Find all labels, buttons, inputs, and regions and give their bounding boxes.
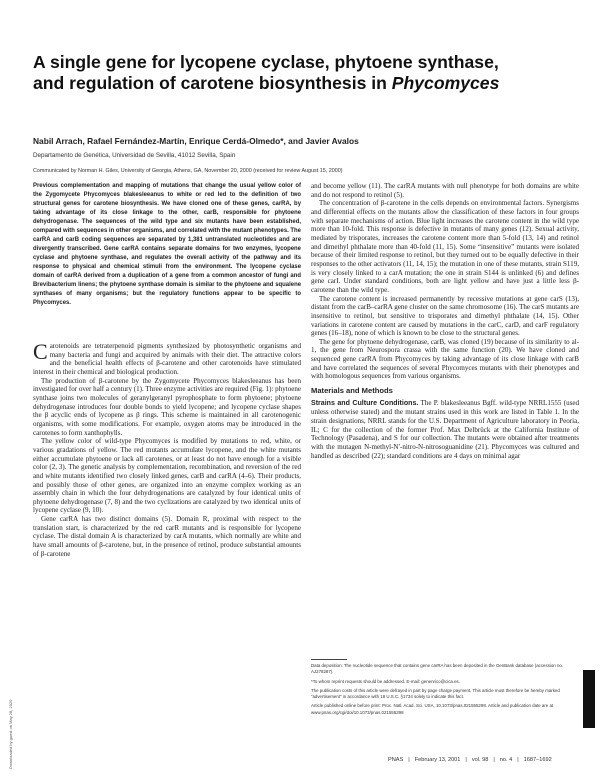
article-title (33, 52, 533, 94)
footnotes (311, 663, 573, 719)
body-paragraph: The yellow color of wild-type Phycomyces is modified by mutations to red, white, or various gradations of yellow. The red mutants accumulate lycopene, and the white mutants either accumulate phytoene or lack all carotenes, or at least do not have enough for a visible color (2, 3). The genetic analysis by complementation, recombination, and reversion of the red and white mutants identified two closely linked genes, carB and carRA (4–6). Their products, and possibly those of other genes, are organized into an enzyme complex working as an assembly chain in which the four dehydrogenations are catalyzed by four identical units of phytoene dehydrogenase (7, 8) and the two cyclizations are catalyzed by two identical units of lycopene cyclase (9, 10). (33, 437, 301, 515)
section-tab (583, 670, 595, 728)
section-tab-label: GENETICS (601, 681, 607, 715)
affiliation: Departamento de Genética, Universidad de Sevilla, 41012 Sevilla, Spain (33, 152, 236, 159)
run-in-heading: Strains and Culture Conditions. (311, 399, 419, 407)
body-paragraph: Gene carRA has two distinct domains (5). Domain R, proximal with respect to the translation start, is characterized by the red carR mutants and is responsible for lycopene cyclase. The distal domain A is characterized by carA mutants, which normally are white and have small amounts of β-carotene, but, in the presence of retinol, produce substantial amounts of β-carotene (33, 515, 301, 558)
footnote-publication-costs: The publication costs of this article were defrayed in part by page charge payment. This article must therefore be hereby marked “advertisement” in accordance with 18 U.S.C. §1734 solely to indicate this fact. (311, 687, 560, 700)
footer-volume: vol. 98 (471, 757, 489, 763)
abstract: Previous complementation and mapping of mutations that change the usual yellow color of the Zygomycete Phycomyces blakesleeanus to white or red led to the definition of two structural genes for carotene biosynthesis. We have cloned one of these genes, carRA, by taking advantage of its close linkage to the other, carB, responsible for phytoene dehydrogenase. The sequences of the wild type and six mutants have been established, compared with sequences in other organisms, and correlated with the mutant phenotypes. The carRA and carB coding sequences are separated by 1,381 untranslated nucleotides and are divergently transcribed. Gene carRA contains separate domains for two enzymes, lycopene cyclase and phytoene synthase, and regulates the overall activity of the pathway and its response to physical and chemical stimuli from the environment. The lycopene cyclase domain of carRA derived from a duplication of a gene from a common ancestor of fungi and Brevibacterium linens; the phytoene synthase domain is similar to the phytoene and squalene synthases of many organisms; but the regulatory functions appear to be specific to Phycomyces. (33, 183, 301, 306)
footer-pages: 1687–1692 (523, 757, 552, 763)
footer-date: February 13, 2001 (414, 757, 461, 763)
footer-issue: no. 4 (499, 757, 513, 763)
article-title-organism: Phycomyces (391, 73, 500, 93)
author-list: Nabil Arrach, Rafael Fernández-Martín, Enrique Cerdá-Olmedo*, and Javier Avalos (33, 136, 359, 146)
intro-paragraph: Carotenoids are tetraterpenoid pigments synthesized by photosynthetic organisms and many bacteria and fungi and acquired by animals with their diet. The attractive colors and the beneficial health effects of β-carotene and other carotenoids have stimulated interest in their chemical and biological production. (33, 339, 301, 376)
body-column-right (311, 182, 579, 460)
section-heading: Materials and Methods (311, 386, 393, 396)
drop-cap: C (33, 339, 48, 364)
body-paragraph: The carotene content is increased permanently by recessive mutations at gene carS (13), distant from the carB–carRA gene cluster on the same chromosome (16). The carS mutants are insensitive to retinol, but sensitive to trisporates and dimethyl phthalate (14, 15). Other variations in carotene content are caused by mutations in the carC, carD, and carF regulatory genes (16–18), none of which is known to be close to the structural genes. (311, 294, 579, 338)
footnote-data-deposition: Data deposition: The nucleotide sequence that contains gene carRA has been deposited in the GenBank database (accession no. AJ278287). (311, 663, 564, 675)
download-watermark: Downloaded by guest on May 28, 2020 (8, 699, 13, 769)
body-column-left (33, 339, 301, 558)
methods-paragraph: Strains and Culture Conditions. The P. blakesleeanus Bgff. wild-type NRRL1555 (used unless otherwise stated) and the mutant strains used in this work are listed in Table 1. In the strain designations, NRRL stands for the U.S. Department of Agriculture laboratory in Peoria, IL; C for the collection of the former Prof. Max Delbrück at the California Institute of Technology (Pasadena), and S for our collection. The mutants were obtained after treatments with the mutagen N-methyl-N′-nitro-N-nitrosoguanidine (21). Phycomyces was cultured and handled as described (22); standard conditions are 4 days on minimal agar (311, 398, 579, 460)
body-paragraph: The production of β-carotene by the Zygomycete Phycomyces blakesleeanus has been investigated for over half a century (1). Three enzyme activities are required (Fig. 1): phytoene synthase joins two molecules of geranylgeranyl pyrophosphate to form phytoene; phytoene dehydrogenase introduces four double bonds to yield lycopene; and lycopene cyclase shapes the β acyclic ends of lycopene as β rings. This scheme is maintained in all carotenogenic organisms, with some modifications. For example, oxygen atoms may be introduced in the carotenes to form xanthophylls. (33, 376, 301, 437)
footer-journal: PNAS (388, 757, 404, 763)
page-footer: PNAS | February 13, 2001 | vol. 98 | no. 4 | 1687–1692 (388, 757, 552, 763)
article-title-main: A single gene for lycopene cyclase, phytoene synthase, and regulation of carotene biosynthesis in (33, 52, 499, 93)
body-paragraph: The concentration of β-carotene in the cells depends on environmental factors. Synergisms and differential effects on the mutants allow the classification of these factors in four groups with separate mechanisms of action. Blue light increases the carotene content in the wild type more than 10-fold. This response is defective in mutants of many genes (12). Sexual activity, mediated by trisporates, increases the carotene content more than 5-fold (13, 14) and retinol and dimethyl phthalate more than 40-fold (11, 15). Some “insensitive” mutants were isolated because of their limited response to retinol, but they turned out to be equally defective in their responses to the other activators (11, 14, 15); the mutation in one of these mutants, strain S119, is very closely linked to a carA mutation; the one in strain S144 is unlinked (6) and defines gene carI. Under standard conditions, both are light yellow and have just a little less β-carotene than the wild type. (311, 199, 579, 294)
footnote-online-publication: Article published online before print: Proc. Natl. Acad. Sci. USA, 10.1073/pnas.021555298. Article and publication date are at www.pnas.org/cgi/doi/10.1073/pnas.021555298 (311, 703, 554, 715)
footnote-divider (311, 659, 347, 660)
communicated-by: Communicated by Norman H. Giles, University of Georgia, Athens, GA, November 20, 2000 (received for review August 15, 2000) (33, 168, 343, 174)
body-paragraph: The gene for phytoene dehydrogenase, carB, was cloned (19) because of its similarity to al-1, the gene from Neurospora crassa with the same function (20). We have cloned and sequenced gene carRA from Phycomyces by taking advantage of its close linkage with carB and have correlated the sequences of several Phycomyces mutants with their phenotypes and with homologous sequences from various organisms. (311, 337, 579, 381)
footnote-correspondence: *To whom reprint requests should be addressed. E-mail: genenrico@cica.es. (311, 678, 460, 684)
body-paragraph: and become yellow (11). The carRA mutants with null phenotype for both domains are white and do not respond to retinol (5). (311, 182, 579, 199)
